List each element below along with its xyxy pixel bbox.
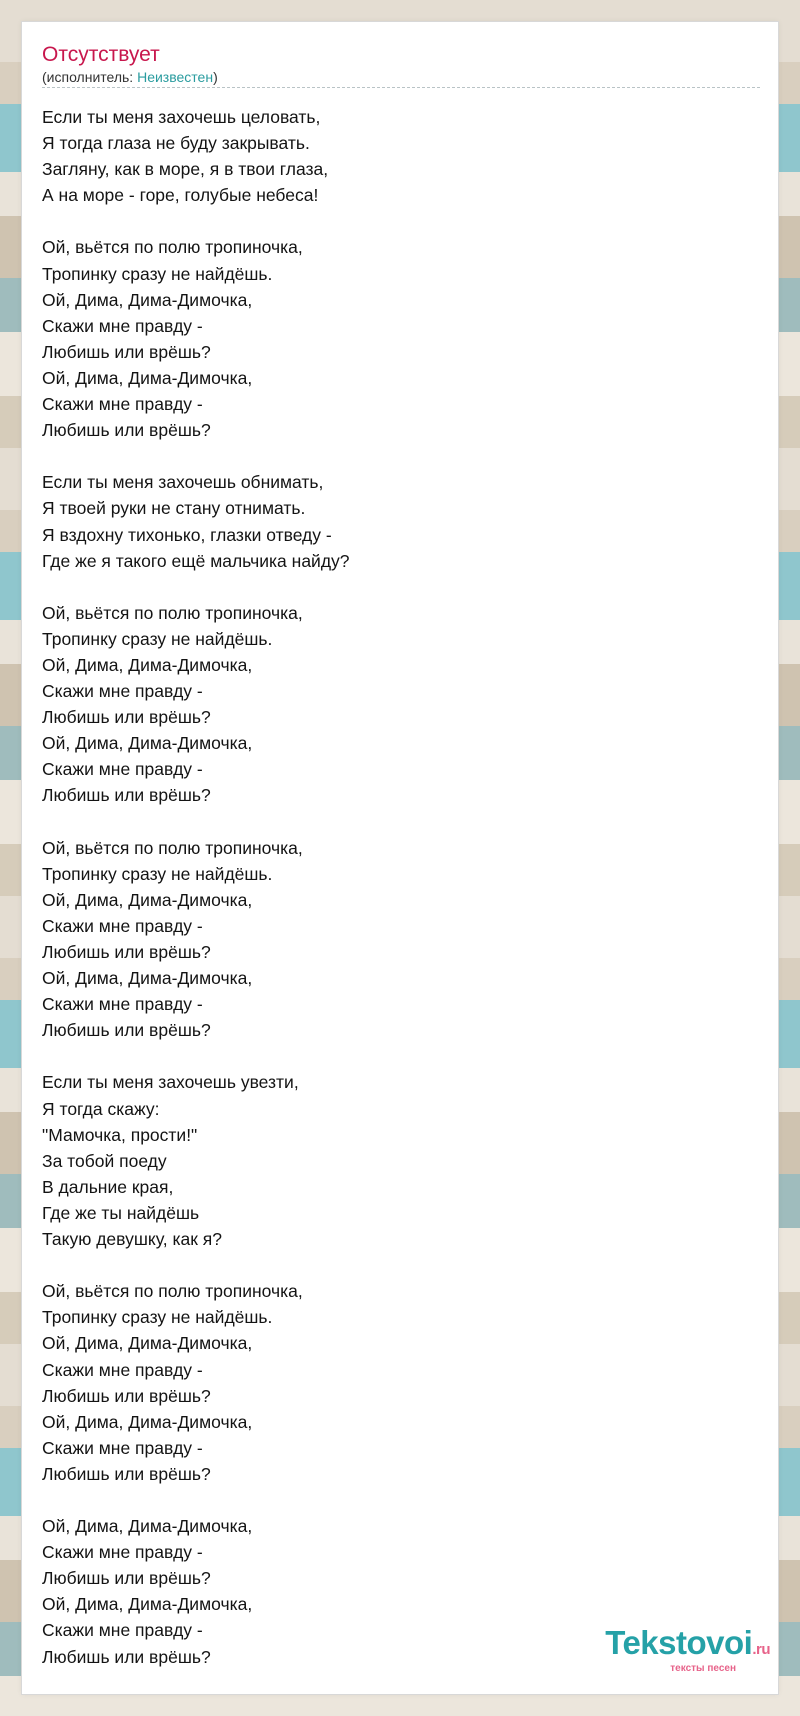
site-logo[interactable] — [550, 1626, 770, 1674]
song-title: Отсутствует — [42, 43, 160, 66]
logo-name: Tekstovoi — [605, 1624, 753, 1661]
logo-tagline: тексты песен — [670, 1663, 736, 1674]
performer-line — [42, 68, 760, 88]
performer-suffix: ) — [213, 69, 218, 85]
song-header — [42, 42, 760, 88]
performer-prefix: (исполнитель: — [42, 69, 138, 85]
logo-tld: .ru — [752, 1641, 770, 1658]
lyrics-card — [22, 22, 778, 1694]
lyrics-text: Если ты меня захочешь целовать, Я тогда глаза не буду закрывать. Загляну, как в море, я в твои глаза, А на море - горе, голубые небеса! Ой, вьётся по полю тропиночка, Тропинку сразу не найдёшь. Ой, Дима, Дима-Димочка, Скажи мне правду - Любишь или врёшь? Ой, Дима, Дима-Димочка, Скажи мне правду - Любишь или врёшь? Если ты меня захочешь обнимать, Я твоей руки не стану отнимать. Я вздохну тихонько, глазки отведу - Где же я такого ещё мальчика найду? Ой, вьётся по полю тропиночка, Тропинку сразу не найдёшь. Ой, Дима, Дима-Димочка, Скажи мне правду - Любишь или врёшь? Ой, Дима, Дима-Димочка, Скажи мне правду - Любишь или врёшь? Ой, вьётся по полю тропиночка, Тропинку сразу не найдёшь. Ой, Дима, Дима-Димочка, Скажи мне правду - Любишь или врёшь? Ой, Дима, Дима-Димочка, Скажи мне правду - Любишь или врёшь? Если ты меня захочешь увезти, Я тогда скажу: "Мамочка, прости!" За тобой поеду В дальние края, Где же ты найдёшь Такую девушку, как я? Ой, вьётся по полю тропиночка, Тропинку сразу не найдёшь. Ой, Дима, Дима-Димочка, Скажи мне правду - Любишь или врёшь? Ой, Дима, Дима-Димочка, Скажи мне правду - Любишь или врёшь? Ой, Дима, Дима-Димочка, Скажи мне правду - Любишь или врёшь? Ой, Дима, Дима-Димочка, Скажи мне правду - Любишь или врёшь? — [42, 107, 350, 1667]
logo-wordmark — [550, 1626, 770, 1667]
performer-link[interactable]: Неизвестен — [137, 69, 214, 85]
